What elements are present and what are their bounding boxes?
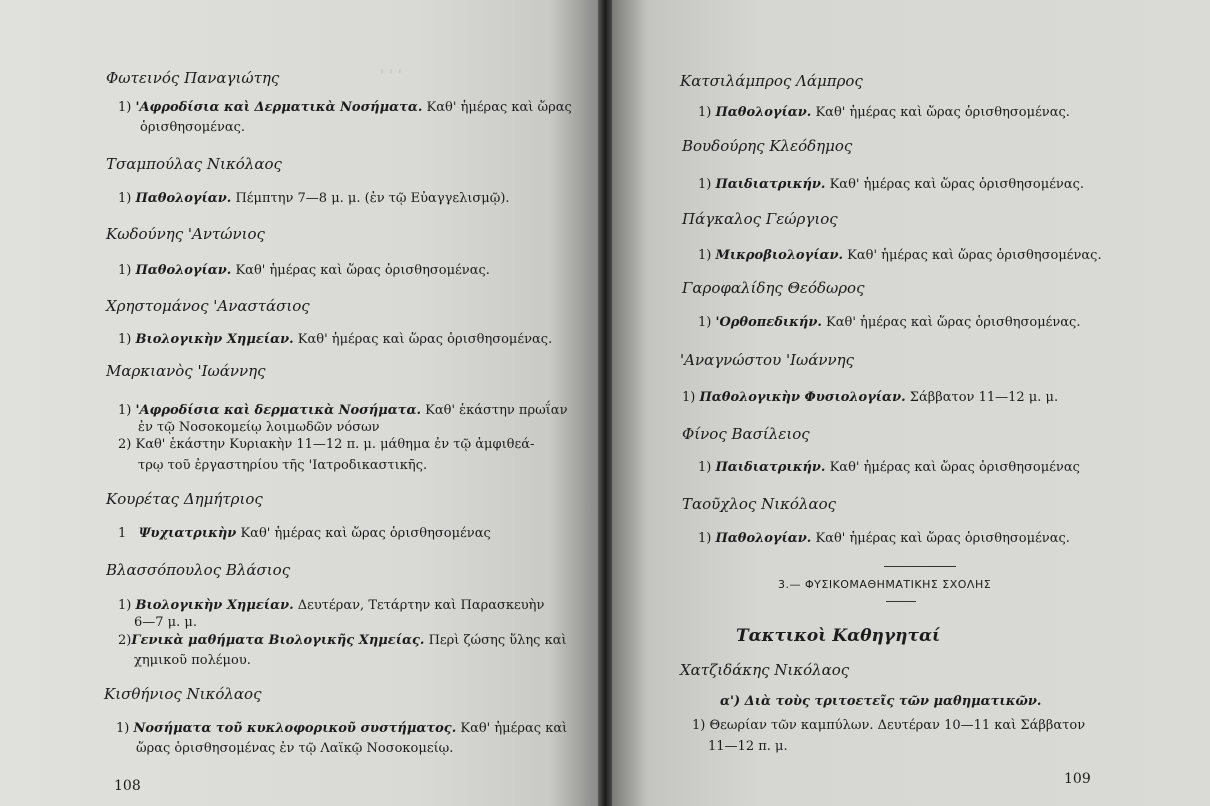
book-gutter (598, 0, 612, 806)
section-heading: 3.— ΦΥΣΙΚΟΜΑΘΗΜΑΤΙΚΗΣ ΣΧΟΛΗΣ (778, 578, 992, 591)
professor-name: Κουρέτας Δημήτριος (106, 490, 263, 508)
professor-name: Βλασσόπουλος Βλάσιος (106, 561, 291, 579)
professor-name: Φωτεινός Παναγιώτης (106, 69, 280, 87)
course-line: 1) Παθολογίαν. Καθ' ἡμέρας καὶ ὥρας ὁρισθησομένας. (698, 105, 1070, 120)
course-line: 1) Βιολογικὴν Χημείαν. Δευτέραν, Τετάρτην καὶ Παρασκευὴν (118, 598, 545, 613)
course-line: 1) Παιδιατρικήν. Καθ' ἡμέρας καὶ ὥρας ὁρισθησομένας. (698, 177, 1085, 192)
section-divider (884, 566, 956, 567)
professor-name: Κατσιλάμπρος Λάμπρος (680, 72, 863, 90)
course-continuation: ὥρας ὁρισθησομένας ἐν τῷ Λαϊκῷ Νοσοκομείῳ. (136, 741, 454, 756)
professor-name: Τσαμπούλας Νικόλαος (106, 155, 282, 173)
course-line: 1) Παθολογίαν. Καθ' ἡμέρας καὶ ὥρας ὁρισθησομένας. (698, 531, 1070, 546)
professor-name: Ταοῦχλος Νικόλαος (682, 495, 837, 513)
course-line: 2)Γενικὰ μαθήματα Βιολογικῆς Χημείας. Περὶ ζώσης ὕλης καὶ (118, 633, 567, 648)
course-line: 1) Μικροβιολογίαν. Καθ' ἡμέρας καὶ ὥρας ὁρισθησομένας. (698, 248, 1102, 263)
course-continuation: ὁρισθησομένας. (140, 120, 246, 135)
course-line: 1) 'Ορθοπεδικήν. Καθ' ἡμέρας καὶ ὥρας ὁρισθησομένας. (698, 315, 1081, 330)
course-continuation: τρῳ τοῦ ἐργαστηρίου τῆς 'Ιατροδικαστικῆς. (138, 458, 428, 473)
professor-name: Χατζιδάκης Νικόλαος (680, 661, 850, 679)
course-line: 1) Παθολογίαν. Καθ' ἡμέρας καὶ ὥρας ὁρισθησομένας. (118, 263, 490, 278)
course-continuation: 11—12 π. μ. (708, 739, 788, 754)
course-line: 1 Ψυχιατρικὴν Καθ' ἡμέρας καὶ ὥρας ὁρισθησομένας (118, 526, 491, 541)
professor-name: Φίνος Βασίλειος (682, 425, 810, 443)
course-line: 1) Θεωρίαν τῶν καμπύλων. Δευτέραν 10—11 καὶ Σάββατον (692, 718, 1086, 733)
left-page (0, 0, 598, 806)
course-line: 1) Νοσήματα τοῦ κυκλοφορικοῦ συστήματος. Καθ' ἡμέρας καὶ (116, 721, 568, 736)
professor-name: Χρηστομάνος 'Αναστάσιος (106, 297, 310, 315)
course-line: 2) Καθ' ἑκάστην Κυριακὴν 11—12 π. μ. μάθημα ἐν τῷ ἀμφιθεά- (118, 437, 535, 452)
professor-name: 'Αναγνώστου 'Ιωάννης (680, 351, 855, 369)
section-underline (886, 601, 916, 602)
professor-name: Κωδούνης 'Αντώνιος (106, 225, 265, 243)
page-number: 108 (114, 778, 141, 794)
professor-name: Βουδούρης Κλεόδημος (682, 137, 853, 155)
course-continuation: ἐν τῷ Νοσοκομείῳ λοιμωδῶν νόσων (138, 420, 380, 435)
audience-subtitle: α') Διὰ τοὺς τριτοετεῖς τῶν μαθηματικῶν. (720, 694, 1042, 709)
course-line: 1) Παιδιατρικήν. Καθ' ἡμέρας καὶ ὥρας ὁρισθησομένας (698, 460, 1080, 475)
right-page (612, 0, 1210, 806)
course-line: 1) Παθολογικὴν Φυσιολογίαν. Σάββατον 11—12 μ. μ. (682, 390, 1059, 405)
course-line: 1) Βιολογικὴν Χημείαν. Καθ' ἡμέρας καὶ ὥρας ὁρισθησομένας. (118, 332, 553, 347)
course-continuation: χημικοῦ πολέμου. (134, 653, 251, 668)
course-continuation: 6—7 μ. μ. (134, 615, 197, 630)
course-line: 1) Παθολογίαν. Πέμπτην 7—8 μ. μ. (ἐν τῷ Εὐαγγελισμῷ). (118, 191, 510, 206)
professor-name: Κισθήνιος Νικόλαος (104, 685, 262, 703)
bleed-through-text: ' ' ' (380, 66, 402, 84)
professor-name: Πάγκαλος Γεώργιος (682, 210, 838, 228)
course-line: 1) 'Αφροδίσια καὶ Δερματικὰ Νοσήματα. Καθ' ἡμέρας καὶ ὥρας (118, 100, 572, 115)
professor-name: Γαροφαλίδης Θεόδωρος (682, 279, 865, 297)
professor-name: Μαρκιανὸς 'Ιωάννης (106, 362, 266, 380)
course-line: 1) 'Αφροδίσια καὶ δερματικὰ Νοσήματα. Καθ' ἑκάστην πρωΐαν (118, 403, 568, 418)
page-number: 109 (1064, 771, 1091, 787)
subheading: Τακτικοὶ Καθηγηταί (736, 626, 941, 646)
